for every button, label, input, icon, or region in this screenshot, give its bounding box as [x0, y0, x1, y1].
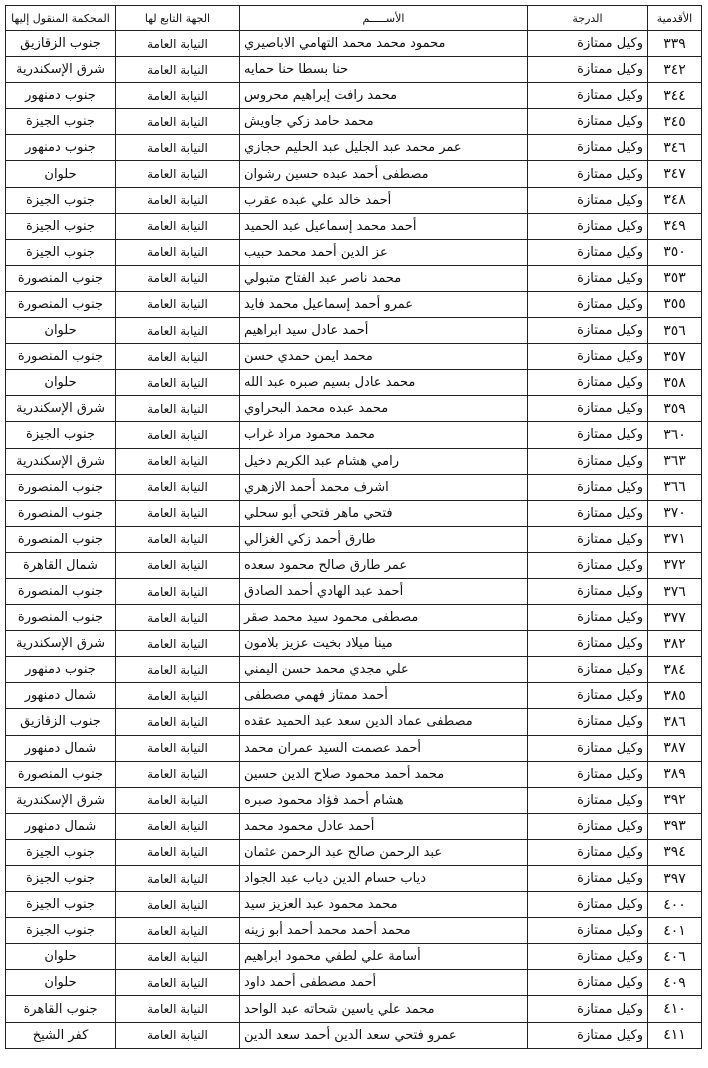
table-row: [6, 839, 702, 865]
court-cell: شرق الإسكندرية: [6, 787, 116, 813]
name-cell: محمد عادل بسيم صبره عبد الله: [240, 370, 528, 396]
name-cell: حنا بسطا حنا حمايه: [240, 57, 528, 83]
table-row: [6, 344, 702, 370]
table-row: [6, 135, 702, 161]
table-row: [6, 213, 702, 239]
body-cell: النيابة العامة: [116, 83, 240, 109]
table-row: [6, 161, 702, 187]
court-cell: حلوان: [6, 318, 116, 344]
body-cell: النيابة العامة: [116, 1022, 240, 1048]
table-row: [6, 1022, 702, 1048]
name-cell: محمد ناصر عبد الفتاح متبولي: [240, 265, 528, 291]
court-cell: جنوب المنصورة: [6, 500, 116, 526]
name-cell: محمد محمود مراد غراب: [240, 422, 528, 448]
name-cell: مصطفى عماد الدين سعد عبد الحميد عقده: [240, 709, 528, 735]
grade-cell: وكيل ممتازة: [528, 709, 648, 735]
grade-cell: وكيل ممتازة: [528, 918, 648, 944]
seniority-cell: ٣٨٧: [648, 735, 702, 761]
seniority-cell: ٣٨٥: [648, 683, 702, 709]
grade-cell: وكيل ممتازة: [528, 474, 648, 500]
grade-cell: وكيل ممتازة: [528, 578, 648, 604]
seniority-cell: ٣٥٠: [648, 239, 702, 265]
seniority-cell: ٣٩٢: [648, 787, 702, 813]
name-cell: عز الدين أحمد محمد حبيب: [240, 239, 528, 265]
body-cell: النيابة العامة: [116, 605, 240, 631]
seniority-cell: ٣٧٠: [648, 500, 702, 526]
body-cell: النيابة العامة: [116, 631, 240, 657]
table-row: [6, 761, 702, 787]
name-cell: محمد رافت إبراهيم محروس: [240, 83, 528, 109]
court-cell: جنوب المنصورة: [6, 578, 116, 604]
court-cell: جنوب الزقازيق: [6, 31, 116, 57]
name-cell: أحمد خالد علي عبده عقرب: [240, 187, 528, 213]
name-cell: محمد حامد زكي جاويش: [240, 109, 528, 135]
body-cell: النيابة العامة: [116, 683, 240, 709]
seniority-cell: ٣٥٨: [648, 370, 702, 396]
court-cell: جنوب الجيزة: [6, 866, 116, 892]
grade-cell: وكيل ممتازة: [528, 448, 648, 474]
table-row: [6, 813, 702, 839]
name-cell: عمرو فتحي سعد الدين أحمد سعد الدين: [240, 1022, 528, 1048]
court-cell: جنوب دمنهور: [6, 83, 116, 109]
court-cell: جنوب الجيزة: [6, 892, 116, 918]
seniority-cell: ٣٨٦: [648, 709, 702, 735]
court-cell: جنوب المنصورة: [6, 344, 116, 370]
seniority-cell: ٣٥٦: [648, 318, 702, 344]
grade-cell: وكيل ممتازة: [528, 892, 648, 918]
table-row: [6, 187, 702, 213]
court-cell: جنوب المنصورة: [6, 526, 116, 552]
name-cell: عبد الرحمن صالح عبد الرحمن عثمان: [240, 839, 528, 865]
grade-cell: وكيل ممتازة: [528, 31, 648, 57]
table-header-row: [6, 6, 702, 31]
body-cell: النيابة العامة: [116, 474, 240, 500]
name-cell: مينا ميلاد بخيت عزيز بلامون: [240, 631, 528, 657]
seniority-cell: ٣٨٤: [648, 657, 702, 683]
court-cell: حلوان: [6, 370, 116, 396]
grade-cell: وكيل ممتازة: [528, 344, 648, 370]
table-row: [6, 396, 702, 422]
name-cell: رامي هشام عبد الكريم دخيل: [240, 448, 528, 474]
seniority-cell: ٣٦٦: [648, 474, 702, 500]
seniority-cell: ٣٤٨: [648, 187, 702, 213]
court-cell: جنوب المنصورة: [6, 605, 116, 631]
table-row: [6, 552, 702, 578]
name-cell: أحمد عادل سيد ابراهيم: [240, 318, 528, 344]
table-row: [6, 787, 702, 813]
body-cell: النيابة العامة: [116, 761, 240, 787]
table-row: [6, 892, 702, 918]
table-row: [6, 918, 702, 944]
name-cell: عمر طارق صالح محمود سعده: [240, 552, 528, 578]
court-cell: شرق الإسكندرية: [6, 57, 116, 83]
court-cell: كفر الشيخ: [6, 1022, 116, 1048]
name-cell: أحمد ممتاز فهمي مصطفى: [240, 683, 528, 709]
grade-cell: وكيل ممتازة: [528, 813, 648, 839]
body-cell: النيابة العامة: [116, 892, 240, 918]
seniority-cell: ٣٤٥: [648, 109, 702, 135]
grade-cell: وكيل ممتازة: [528, 657, 648, 683]
grade-cell: وكيل ممتازة: [528, 970, 648, 996]
body-cell: النيابة العامة: [116, 787, 240, 813]
table-body: [6, 31, 702, 1049]
table-row: [6, 605, 702, 631]
grade-cell: وكيل ممتازة: [528, 396, 648, 422]
court-cell: حلوان: [6, 970, 116, 996]
table-row: [6, 578, 702, 604]
table-row: [6, 996, 702, 1022]
body-cell: النيابة العامة: [116, 657, 240, 683]
body-cell: النيابة العامة: [116, 31, 240, 57]
body-cell: النيابة العامة: [116, 526, 240, 552]
name-cell: محمود محمد محمد التهامي الاباصيري: [240, 31, 528, 57]
name-cell: محمد عبده محمد البحراوي: [240, 396, 528, 422]
grade-cell: وكيل ممتازة: [528, 631, 648, 657]
court-cell: جنوب الجيزة: [6, 839, 116, 865]
table-row: [6, 500, 702, 526]
grade-cell: وكيل ممتازة: [528, 109, 648, 135]
grade-cell: وكيل ممتازة: [528, 605, 648, 631]
grade-cell: وكيل ممتازة: [528, 500, 648, 526]
grade-cell: وكيل ممتازة: [528, 239, 648, 265]
table-row: [6, 944, 702, 970]
grade-cell: وكيل ممتازة: [528, 265, 648, 291]
court-cell: جنوب الجيزة: [6, 213, 116, 239]
seniority-cell: ٣٨٩: [648, 761, 702, 787]
transfer-list-sheet: [6, 5, 702, 1049]
grade-cell: وكيل ممتازة: [528, 996, 648, 1022]
seniority-cell: ٣٧٢: [648, 552, 702, 578]
seniority-cell: ٣٦٣: [648, 448, 702, 474]
body-cell: النيابة العامة: [116, 344, 240, 370]
court-cell: حلوان: [6, 161, 116, 187]
body-cell: النيابة العامة: [116, 944, 240, 970]
seniority-cell: ٣٤٢: [648, 57, 702, 83]
table-row: [6, 709, 702, 735]
seniority-cell: ٣٧١: [648, 526, 702, 552]
grade-cell: وكيل ممتازة: [528, 866, 648, 892]
body-cell: النيابة العامة: [116, 422, 240, 448]
court-cell: جنوب المنصورة: [6, 761, 116, 787]
body-cell: النيابة العامة: [116, 918, 240, 944]
grade-cell: وكيل ممتازة: [528, 944, 648, 970]
body-cell: النيابة العامة: [116, 57, 240, 83]
body-cell: النيابة العامة: [116, 265, 240, 291]
body-cell: النيابة العامة: [116, 709, 240, 735]
body-cell: النيابة العامة: [116, 996, 240, 1022]
header-body: الجهة التابع لها: [116, 6, 240, 31]
seniority-cell: ٣٤٤: [648, 83, 702, 109]
grade-cell: وكيل ممتازة: [528, 526, 648, 552]
seniority-cell: ٤٠٠: [648, 892, 702, 918]
court-cell: جنوب الجيزة: [6, 239, 116, 265]
table-row: [6, 370, 702, 396]
body-cell: النيابة العامة: [116, 135, 240, 161]
grade-cell: وكيل ممتازة: [528, 787, 648, 813]
grade-cell: وكيل ممتازة: [528, 161, 648, 187]
table-row: [6, 57, 702, 83]
name-cell: أحمد عادل محمود محمد: [240, 813, 528, 839]
table-row: [6, 657, 702, 683]
seniority-cell: ٣٥٣: [648, 265, 702, 291]
table-row: [6, 970, 702, 996]
grade-cell: وكيل ممتازة: [528, 213, 648, 239]
court-cell: شمال دمنهور: [6, 683, 116, 709]
court-cell: جنوب دمنهور: [6, 657, 116, 683]
name-cell: محمد علي ياسين شحاته عبد الواحد: [240, 996, 528, 1022]
name-cell: دياب حسام الدين دياب عبد الجواد: [240, 866, 528, 892]
seniority-cell: ٤٠١: [648, 918, 702, 944]
court-cell: شرق الإسكندرية: [6, 631, 116, 657]
grade-cell: وكيل ممتازة: [528, 735, 648, 761]
body-cell: النيابة العامة: [116, 161, 240, 187]
seniority-cell: ٣٥٥: [648, 291, 702, 317]
seniority-cell: ٤١٠: [648, 996, 702, 1022]
header-name: الأســـــم: [240, 6, 528, 31]
seniority-cell: ٣٩٣: [648, 813, 702, 839]
table-row: [6, 735, 702, 761]
body-cell: النيابة العامة: [116, 839, 240, 865]
name-cell: عمر محمد عبد الجليل عبد الحليم حجازي: [240, 135, 528, 161]
header-seniority: الأقدمية: [648, 6, 702, 31]
seniority-cell: ٣٦٠: [648, 422, 702, 448]
table-row: [6, 291, 702, 317]
seniority-cell: ٣٩٧: [648, 866, 702, 892]
grade-cell: وكيل ممتازة: [528, 1022, 648, 1048]
court-cell: جنوب الزقازيق: [6, 709, 116, 735]
court-cell: جنوب دمنهور: [6, 135, 116, 161]
seniority-cell: ٣٤٦: [648, 135, 702, 161]
grade-cell: وكيل ممتازة: [528, 83, 648, 109]
seniority-cell: ٣٤٩: [648, 213, 702, 239]
body-cell: النيابة العامة: [116, 866, 240, 892]
seniority-cell: ٤١١: [648, 1022, 702, 1048]
table-row: [6, 866, 702, 892]
body-cell: النيابة العامة: [116, 970, 240, 996]
seniority-cell: ٤٠٦: [648, 944, 702, 970]
court-cell: شرق الإسكندرية: [6, 448, 116, 474]
table-row: [6, 683, 702, 709]
grade-cell: وكيل ممتازة: [528, 422, 648, 448]
name-cell: محمد أحمد محمود صلاح الدين حسين: [240, 761, 528, 787]
seniority-cell: ٣٥٧: [648, 344, 702, 370]
transfer-table: [5, 5, 702, 1049]
table-row: [6, 474, 702, 500]
grade-cell: وكيل ممتازة: [528, 57, 648, 83]
seniority-cell: ٣٧٧: [648, 605, 702, 631]
court-cell: جنوب المنصورة: [6, 265, 116, 291]
seniority-cell: ٣٣٩: [648, 31, 702, 57]
table-row: [6, 318, 702, 344]
name-cell: علي مجدي محمد حسن اليمني: [240, 657, 528, 683]
grade-cell: وكيل ممتازة: [528, 370, 648, 396]
table-row: [6, 239, 702, 265]
court-cell: شمال دمنهور: [6, 735, 116, 761]
table-row: [6, 109, 702, 135]
grade-cell: وكيل ممتازة: [528, 683, 648, 709]
body-cell: النيابة العامة: [116, 213, 240, 239]
name-cell: مصطفى محمود سيد محمد صقر: [240, 605, 528, 631]
table-row: [6, 448, 702, 474]
court-cell: شرق الإسكندرية: [6, 396, 116, 422]
table-row: [6, 83, 702, 109]
name-cell: أحمد عصمت السيد عمران محمد: [240, 735, 528, 761]
court-cell: جنوب القاهرة: [6, 996, 116, 1022]
body-cell: النيابة العامة: [116, 239, 240, 265]
court-cell: جنوب الجيزة: [6, 422, 116, 448]
body-cell: النيابة العامة: [116, 552, 240, 578]
table-row: [6, 265, 702, 291]
grade-cell: وكيل ممتازة: [528, 318, 648, 344]
seniority-cell: ٣٤٧: [648, 161, 702, 187]
body-cell: النيابة العامة: [116, 291, 240, 317]
seniority-cell: ٣٨٢: [648, 631, 702, 657]
name-cell: هشام أحمد فؤاد محمود صبره: [240, 787, 528, 813]
body-cell: النيابة العامة: [116, 500, 240, 526]
body-cell: النيابة العامة: [116, 735, 240, 761]
grade-cell: وكيل ممتازة: [528, 291, 648, 317]
name-cell: أسامة علي لطفي محمود ابراهيم: [240, 944, 528, 970]
name-cell: مصطفى أحمد عبده حسين رشوان: [240, 161, 528, 187]
grade-cell: وكيل ممتازة: [528, 552, 648, 578]
body-cell: النيابة العامة: [116, 578, 240, 604]
seniority-cell: ٣٧٦: [648, 578, 702, 604]
name-cell: اشرف محمد أحمد الازهري: [240, 474, 528, 500]
grade-cell: وكيل ممتازة: [528, 135, 648, 161]
body-cell: النيابة العامة: [116, 109, 240, 135]
name-cell: أحمد محمد إسماعيل عبد الحميد: [240, 213, 528, 239]
seniority-cell: ٣٩٤: [648, 839, 702, 865]
seniority-cell: ٣٥٩: [648, 396, 702, 422]
grade-cell: وكيل ممتازة: [528, 187, 648, 213]
table-row: [6, 422, 702, 448]
court-cell: جنوب الجيزة: [6, 918, 116, 944]
header-court: المحكمة المنقول إليها: [6, 6, 116, 31]
table-row: [6, 631, 702, 657]
name-cell: أحمد مصطفى أحمد داود: [240, 970, 528, 996]
table-row: [6, 526, 702, 552]
grade-cell: وكيل ممتازة: [528, 761, 648, 787]
table-row: [6, 31, 702, 57]
name-cell: عمرو أحمد إسماعيل محمد فايد: [240, 291, 528, 317]
court-cell: شمال دمنهور: [6, 813, 116, 839]
body-cell: النيابة العامة: [116, 370, 240, 396]
body-cell: النيابة العامة: [116, 396, 240, 422]
header-grade: الدرجة: [528, 6, 648, 31]
court-cell: جنوب المنصورة: [6, 474, 116, 500]
name-cell: محمد ايمن حمدي حسن: [240, 344, 528, 370]
name-cell: محمد محمود عبد العزيز سيد: [240, 892, 528, 918]
court-cell: حلوان: [6, 944, 116, 970]
body-cell: النيابة العامة: [116, 813, 240, 839]
name-cell: محمد أحمد محمد أحمد أبو زينه: [240, 918, 528, 944]
name-cell: طارق أحمد زكي الغزالي: [240, 526, 528, 552]
court-cell: جنوب المنصورة: [6, 291, 116, 317]
name-cell: فتحي ماهر فتحي أبو سحلي: [240, 500, 528, 526]
body-cell: النيابة العامة: [116, 448, 240, 474]
body-cell: النيابة العامة: [116, 318, 240, 344]
body-cell: النيابة العامة: [116, 187, 240, 213]
court-cell: جنوب الجيزة: [6, 109, 116, 135]
court-cell: شمال القاهرة: [6, 552, 116, 578]
name-cell: أحمد عبد الهادي أحمد الصادق: [240, 578, 528, 604]
seniority-cell: ٤٠٩: [648, 970, 702, 996]
grade-cell: وكيل ممتازة: [528, 839, 648, 865]
court-cell: جنوب الجيزة: [6, 187, 116, 213]
